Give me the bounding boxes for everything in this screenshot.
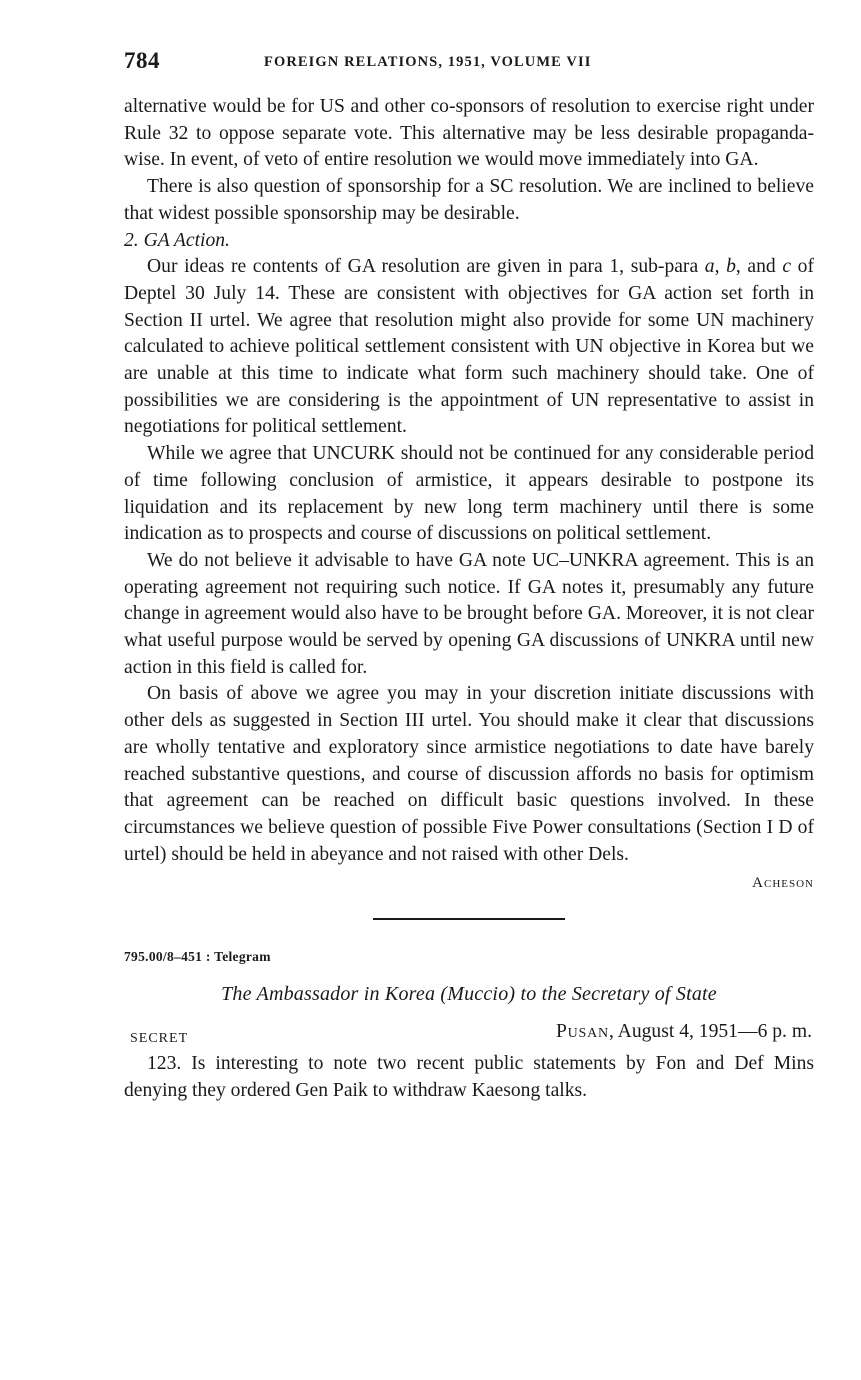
- running-head: FOREIGN RELATIONS, 1951, VOLUME VII: [264, 54, 592, 70]
- telegram-paragraph: 123. Is interesting to note two recent public statements by Fon and Def Mins denying they ordered Gen Paik to withdraw Kaesong talks.: [124, 1053, 814, 1102]
- sub-para-a: a: [704, 256, 715, 278]
- signature: [124, 870, 814, 896]
- document-title: The Ambassador in Korea (Muccio) to the Secretary of State: [221, 983, 717, 1006]
- section-divider: [373, 918, 565, 920]
- paragraph-text: Our ideas re contents of GA resolution are given in para 1, sub-para: [147, 256, 705, 278]
- separator: ,: [714, 256, 727, 278]
- paragraph-text: of Deptel 30 July 14. These are consistent with objectives for GA action set forth in Section II urtel. We agree that resolution might also provide for some UN machinery calculated to achieve political settlement consistent with UN objective in Korea but we are unable at this time to indicate what form such machinery should take. One of possibilities we are considering is the appointment of UN representative to assist in negotiations for political settlement.: [124, 256, 814, 438]
- paragraph-uncurk: While we agree that UNCURK should not be continued for any considerable period of time following conclusion of armistice, it appears desirable to postpone its liquidation and its replacement by new long term machinery until there is some indication as to prospects and course of discussions on political settlement.: [124, 443, 814, 545]
- paragraph-sponsorship: There is also question of sponsorship for a SC resolution. We are inclined to believe that widest possible sponsorship may be desirable.: [124, 176, 814, 224]
- paragraph-continued: alternative would be for US and other co-sponsors of resolution to exercise right under Rule 32 to oppose separate vote. This alternative may be less desirable propaganda-wise. In event, of veto of entire resolution we would move immediately into GA.: [124, 96, 814, 171]
- signature-name: Acheson: [752, 875, 814, 892]
- place-name: Pusan: [555, 1021, 609, 1043]
- paragraph-discussions: On basis of above we agree you may in your discretion initiate discussions with other dels as suggested in Section III urtel. You should make it clear that discussions are wholly tentative and exploratory since armistice negotiations to date have barely reached substantive questions, and course of discussion affords no basis for optimism that agreement can be reached on difficult basic questions involved. In these circumstances we believe question of possible Five Power consultations (Section I D of urtel) should be held in abeyance and not raised with other Dels.: [124, 683, 814, 865]
- telegram-meta: [124, 1021, 814, 1051]
- page-number: 784: [124, 48, 160, 73]
- sub-para-b: b: [726, 256, 736, 278]
- document-page: [124, 48, 814, 1105]
- ambassador-name: Muccio: [447, 983, 509, 1006]
- paragraph-unkra: We do not believe it advisable to have GA note UC–UNKRA agreement. This is an operating agreement not requiring such notice. If GA notes it, presumably any future change in agreement would also have to be brought before GA. Moreover, it is not clear what useful purpose would be served by opening GA discussions of UNKRA until new action in this field is called for.: [124, 549, 814, 678]
- classification-label: SECRET: [130, 1031, 189, 1047]
- sub-para-c: c: [782, 256, 792, 278]
- dateline: [556, 1021, 812, 1043]
- file-reference: 795.00/8–451 : Telegram: [124, 949, 271, 965]
- separator: , and: [735, 256, 783, 278]
- date-text: , August 4, 1951—6 p. m.: [608, 1021, 812, 1043]
- page-header: [124, 48, 814, 82]
- paragraph-ga-resolution: [124, 254, 814, 441]
- section-heading-ga-action: 2. GA Action.: [124, 229, 230, 251]
